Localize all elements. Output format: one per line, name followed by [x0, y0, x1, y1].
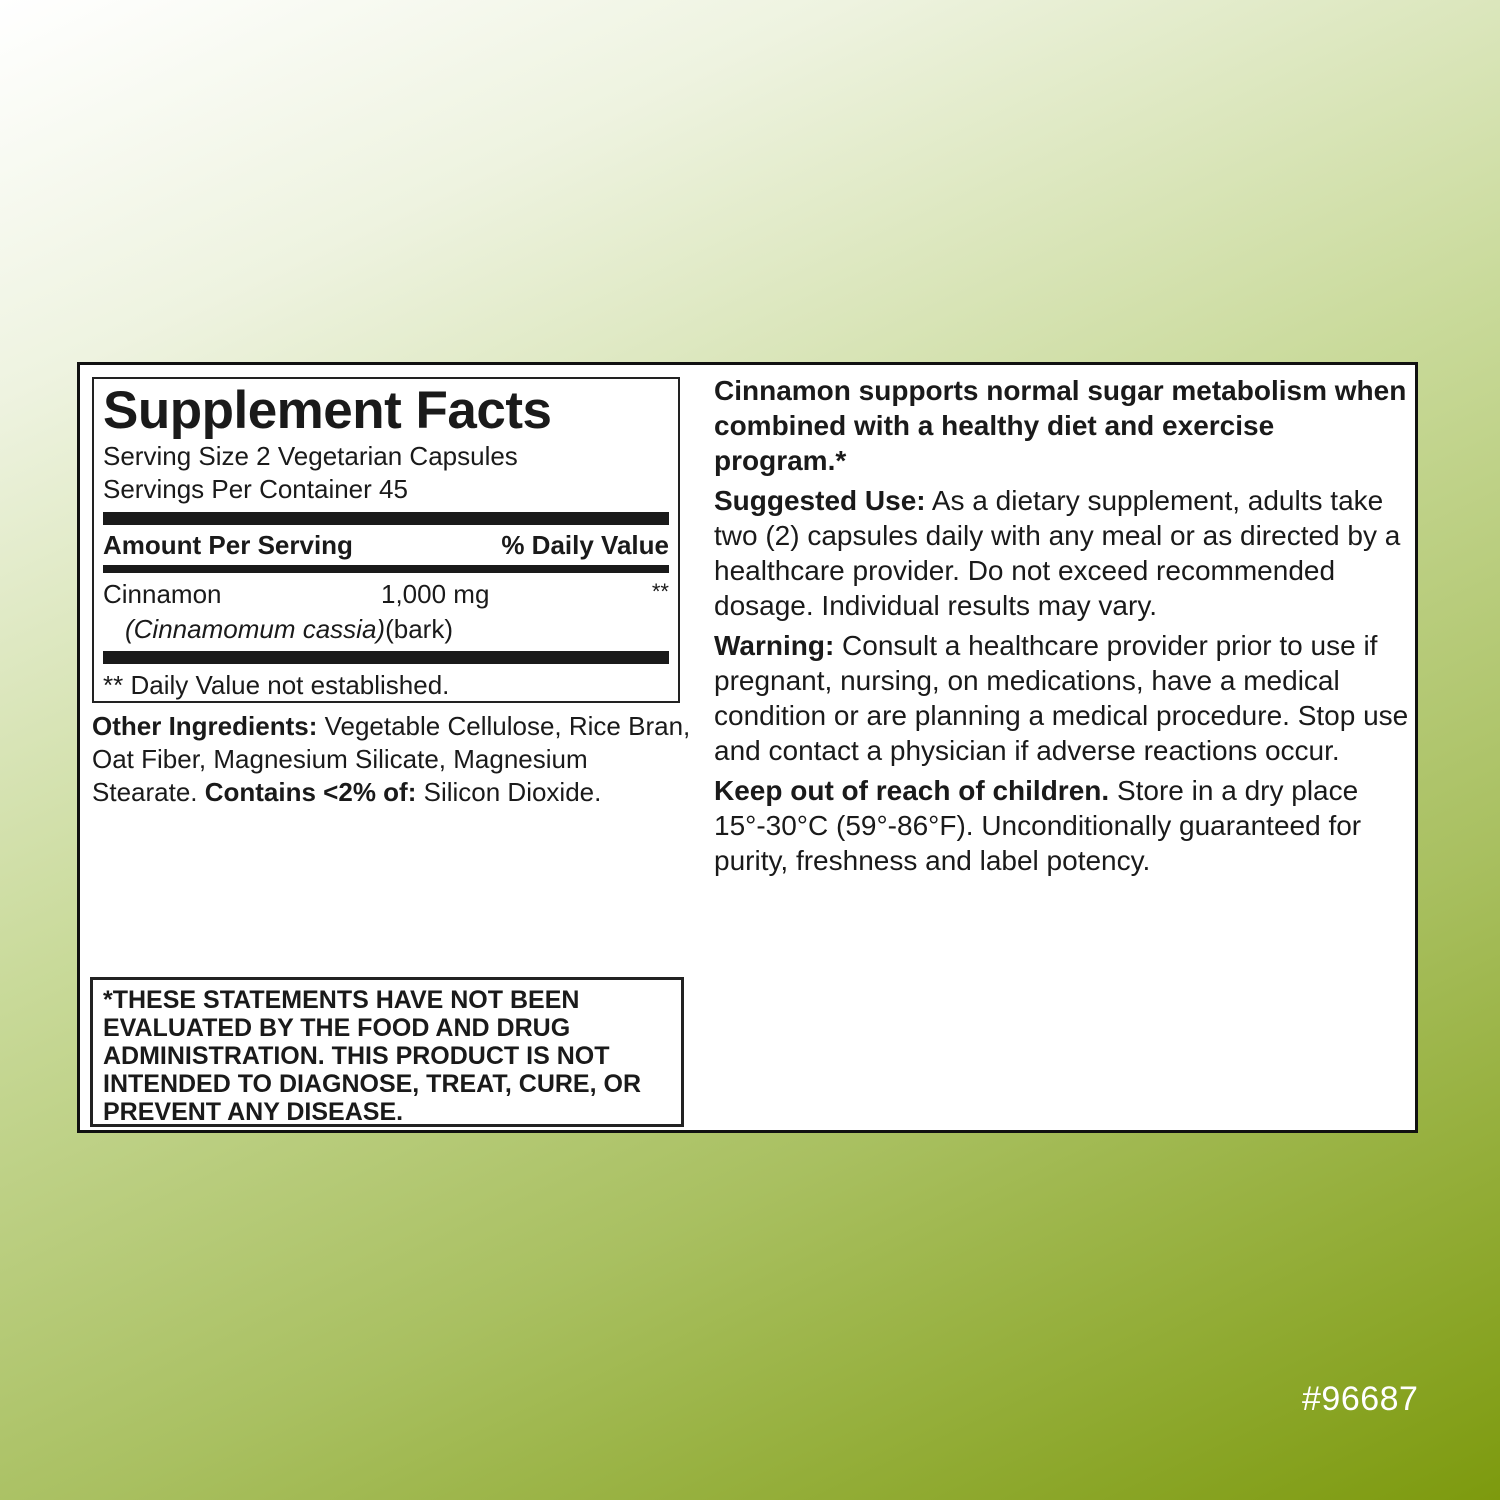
storage: [714, 773, 1414, 878]
ingredient-row: [103, 573, 669, 651]
supplement-facts-box: [92, 377, 680, 703]
warning-label: Warning:: [714, 630, 835, 661]
other-ingredients-text: Vegetable Cellulose, Rice Bran, Oat Fiber, Magnesium Silicate, Magnesium Stearate.: [92, 711, 691, 807]
label-panel: [77, 362, 1418, 1133]
product-claim: Cinnamon supports normal sugar metabolism when combined with a healthy diet and exercise program.*: [714, 375, 1407, 476]
other-ingredients: [92, 710, 692, 809]
amount-per-serving-header: Amount Per Serving: [103, 530, 353, 560]
facts-footnote: ** Daily Value not established.: [103, 670, 450, 700]
servings-per-container: Servings Per Container 45: [103, 474, 408, 504]
divider-medium: [103, 565, 669, 573]
contains-text: Silicon Dioxide.: [416, 777, 602, 807]
facts-title: Supplement Facts: [103, 381, 552, 440]
ingredient-botanical: [125, 614, 453, 645]
suggested-use-label: Suggested Use:: [714, 485, 926, 516]
daily-value-header: % Daily Value: [501, 530, 669, 560]
warning-text: Consult a healthcare provider prior to use if pregnant, nursing, on medications, have a medical condition or are planning a medical procedure. Stop use and contact a physician if adverse reactions occur.: [714, 630, 1409, 766]
fda-disclaimer: *THESE STATEMENTS HAVE NOT BEEN EVALUATED BY THE FOOD AND DRUG ADMINISTRATION. THIS PRODUCT IS NOT INTENDED TO DIAGNOSE, TREAT, CURE, OR PREVENT ANY DISEASE.: [90, 977, 684, 1127]
storage-text: Store in a dry place 15°-30°C (59°-86°F). Unconditionally guaranteed for purity, freshness and label potency.: [714, 775, 1362, 876]
botanical-name: (Cinnamomum cassia): [125, 614, 386, 644]
ingredient-dv: **: [651, 579, 669, 604]
warning: [714, 628, 1414, 768]
ingredient-amount: 1,000 mg: [381, 579, 490, 609]
ingredient-name: Cinnamon: [103, 579, 222, 609]
serving-size: Serving Size 2 Vegetarian Capsules: [103, 441, 518, 471]
contains-label: Contains <2% of:: [204, 777, 417, 807]
suggested-use-text: As a dietary supplement, adults take two (2) capsules daily with any meal or as directed by a healthcare provider. Do not exceed recommended dosage. Individual results may vary.: [714, 485, 1401, 621]
amount-header-row: [103, 527, 669, 563]
product-info: [714, 373, 1414, 883]
keep-out-label: Keep out of reach of children.: [714, 775, 1110, 806]
other-ingredients-label: Other Ingredients:: [92, 711, 318, 741]
divider-thick: [103, 512, 669, 525]
plant-part: (bark): [385, 614, 453, 644]
divider-thick-bottom: [103, 651, 669, 664]
suggested-use: [714, 483, 1414, 623]
item-code: #96687: [1302, 1380, 1419, 1418]
